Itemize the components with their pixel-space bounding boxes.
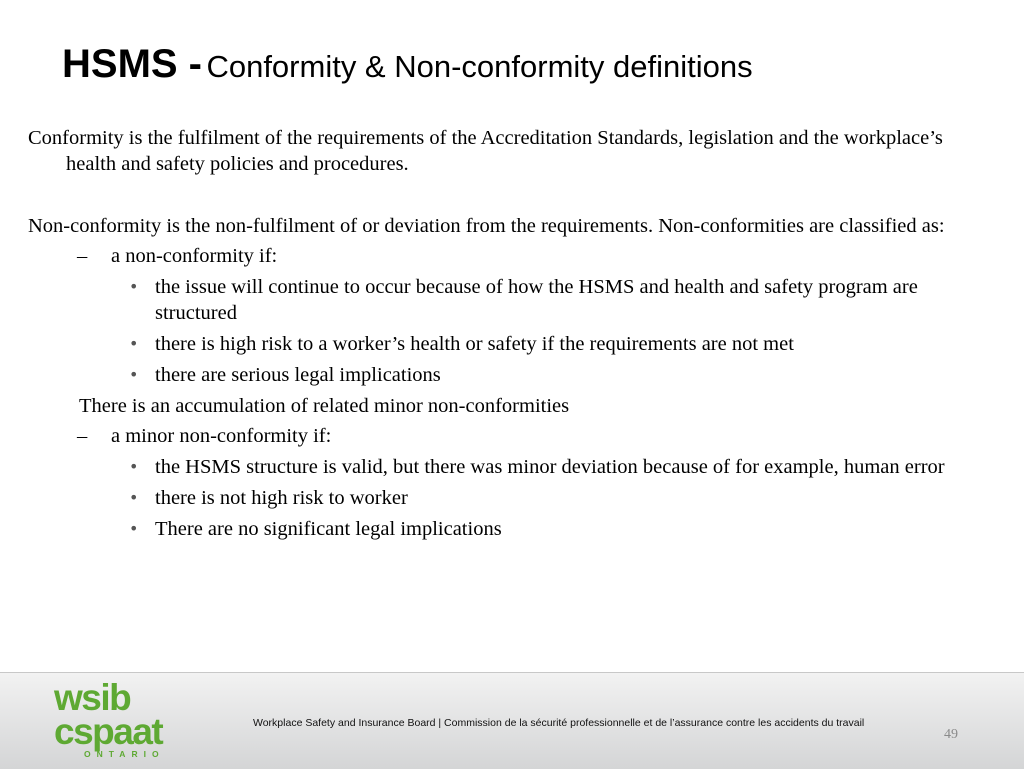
list-item-text: There are no significant legal implications (155, 518, 502, 540)
minor-heading-item (28, 423, 998, 449)
bullet-marker: • (129, 488, 139, 507)
list-item-text: the HSMS structure is valid, but there was minor deviation because of for example, human error (155, 456, 945, 478)
logo-line-wsib: wsib (54, 677, 131, 718)
page-number: 49 (944, 727, 958, 742)
list-item (28, 362, 998, 388)
list-item-text: there is high risk to a worker’s health or safety if the requirements are not met (155, 333, 794, 355)
list-item-text: the issue will continue to occur because of how the HSMS and health and safety program are structured (155, 276, 918, 324)
list-item (28, 516, 998, 542)
footer-text: Workplace Safety and Insurance Board | Commission de la sécurité professionnelle et de l’assurance contre les accidents du travail (253, 717, 865, 729)
accumulation-text: There is an accumulation of related minor non-conformities (79, 395, 570, 417)
slide-title-rest: Conformity & Non-conformity definitions (206, 49, 753, 84)
logo-line-ontario: ONTARIO (84, 749, 165, 759)
bullet-marker: • (129, 365, 139, 384)
major-heading-item (28, 243, 998, 269)
bullet-marker: • (129, 334, 139, 353)
list-item-text: there is not high risk to worker (155, 487, 408, 509)
slide-title (62, 44, 753, 84)
wsib-logo (54, 677, 165, 759)
bullet-marker: • (129, 277, 139, 296)
dash-marker: – (77, 245, 88, 267)
major-heading: a non-conformity if: (111, 245, 278, 267)
nonconformity-definition: Non-conformity is the non-fulfilment of or deviation from the requirements. Non-conformities are classified as: (28, 215, 945, 237)
slide-footer (0, 672, 1024, 769)
list-item-text: there are serious legal implications (155, 364, 441, 386)
list-item (28, 485, 998, 511)
list-item (28, 274, 998, 326)
bullet-marker: • (129, 457, 139, 476)
minor-heading: a minor non-conformity if: (111, 425, 332, 447)
conformity-definition: Conformity is the fulfilment of the requirements of the Accreditation Standards, legislation and the workplace’s health and safety policies and procedures. (28, 127, 943, 175)
slide-body (28, 125, 998, 542)
list-item (28, 454, 998, 480)
logo-line-cspaat: cspaat (54, 711, 163, 752)
list-item (28, 331, 998, 357)
slide-title-strong: HSMS - (62, 42, 202, 86)
bullet-marker: • (129, 519, 139, 538)
dash-marker: – (77, 425, 88, 447)
